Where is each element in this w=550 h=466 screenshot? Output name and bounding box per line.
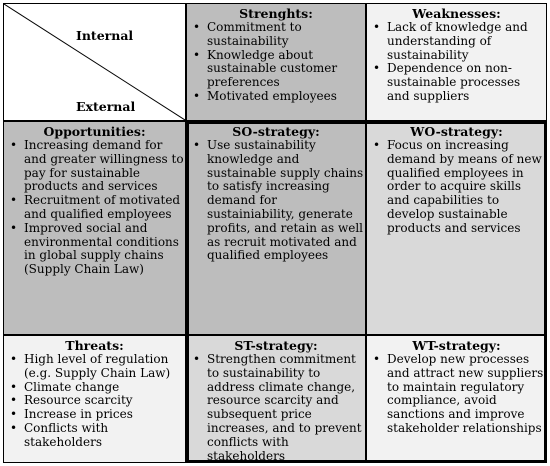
list-item: • High level of regulation (e.g. Supply Chain Law)	[24, 353, 185, 381]
list-item: • Use sustainability knowledge and sustainable supply chains to satisfy increasing demand for sustainiability, generate profits, and retain as well as recruit motivated and qualified employees	[207, 139, 365, 263]
so-strategy-title: SO-strategy:	[232, 124, 320, 139]
internal-label: Internal	[76, 28, 134, 43]
weaknesses-cell	[366, 3, 547, 121]
wo-strategy-cell	[366, 121, 547, 335]
list-item: • Increase in prices	[24, 408, 185, 422]
opportunities-list	[4, 139, 185, 277]
threats-title: Threats:	[65, 338, 124, 353]
list-item: • Climate change	[24, 381, 185, 395]
list-item: • Resource scarcity	[24, 394, 185, 408]
wo-strategy-list	[367, 139, 546, 236]
so-strategy-list	[187, 139, 365, 263]
list-item: • Conflicts with stakeholders	[24, 422, 185, 450]
list-item: • Improved social and environmental conditions in global supply chains (Supply Chain Law)	[24, 222, 185, 277]
list-item: • Commitment to sustainability	[207, 21, 365, 49]
st-strategy-list	[187, 353, 365, 463]
strengths-cell	[186, 3, 366, 121]
wt-strategy-cell	[366, 335, 547, 463]
list-item: • Recruitment of motivated and qualified employees	[24, 194, 185, 222]
wt-strategy-list	[367, 353, 546, 436]
list-item: • Knowledge about sustainable customer preferences	[207, 49, 365, 90]
list-item: • Increasing demand for and greater willingness to pay for sustainable products and services	[24, 139, 185, 194]
strengths-title: Strenghts:	[239, 6, 313, 21]
st-strategy-title: ST-strategy:	[234, 338, 318, 353]
list-item: • Focus on increasing demand by means of new qualified employees in order to acquire skills and capabilities to develop sustainable products and services	[387, 139, 546, 236]
so-strategy-cell	[186, 121, 366, 335]
wo-strategy-title: WO-strategy:	[410, 124, 503, 139]
list-item: • Lack of knowledge and understanding of sustainability	[387, 21, 546, 62]
opportunities-title: Opportunities:	[43, 124, 146, 139]
strengths-list	[187, 21, 365, 104]
wt-strategy-title: WT-strategy:	[412, 338, 501, 353]
external-label: External	[76, 99, 136, 114]
list-item: • Develop new processes and attract new suppliers to maintain regulatory compliance, avoid sanctions and improve stakeholder relationships	[387, 353, 546, 436]
list-item: • Motivated employees	[207, 90, 365, 104]
st-strategy-cell	[186, 335, 366, 463]
threats-list	[4, 353, 185, 450]
list-item: • Dependence on non-sustainable processes and suppliers	[387, 62, 546, 103]
swot-matrix	[3, 3, 547, 463]
list-item: • Strengthen commitment to sustainability to address climate change, resource scarcity and subsequent price increases, and to prevent conflicts with stakeholders	[207, 353, 365, 463]
weaknesses-title: Weaknesses:	[412, 6, 501, 21]
opportunities-cell	[3, 121, 186, 335]
internal-external-header-cell	[3, 3, 186, 121]
weaknesses-list	[367, 21, 546, 104]
threats-cell	[3, 335, 186, 463]
